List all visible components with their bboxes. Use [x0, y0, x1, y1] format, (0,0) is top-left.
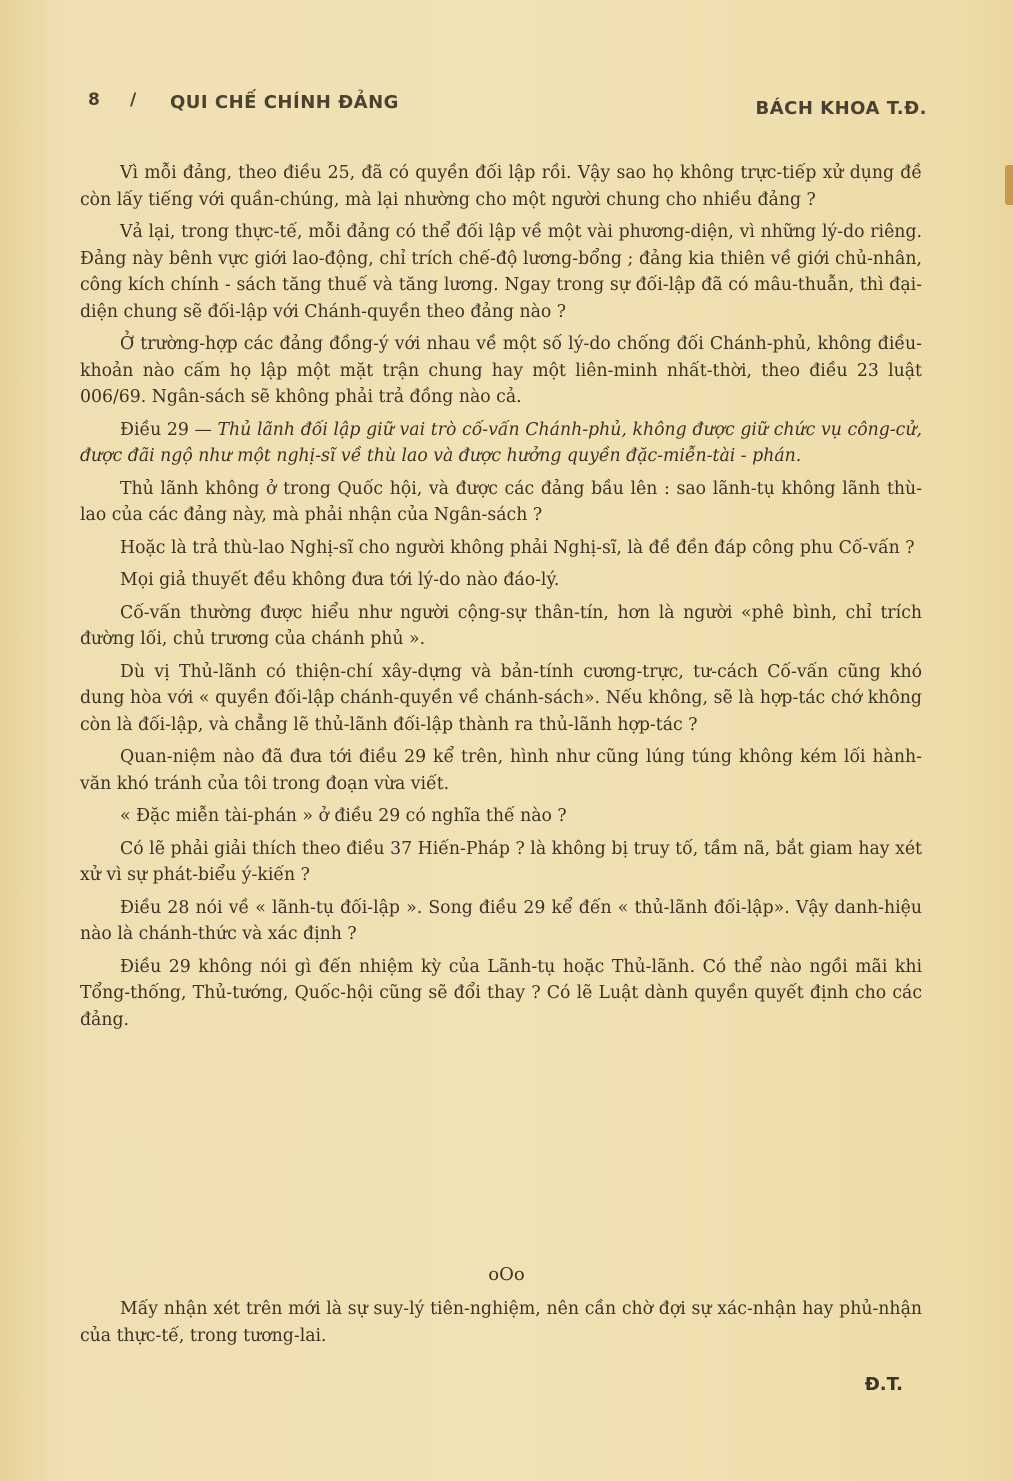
quoted-article: [80, 417, 922, 470]
paragraph: Mọi giả thuyết đều không đưa tới lý-do nào đáo-lý.: [120, 570, 560, 590]
paragraph: Dù vị Thủ-lãnh có thiện-chí xây-dựng và bản-tính cương-trực, tư-cách Cố-vấn cũng khó dung hòa với « quyền đối-lập chánh-quyền về chánh-sách». Nếu không, sẽ là hợp-tác chớ không còn là đối-lập, và chẳng lẽ thủ-lãnh đối-lập thành ra thủ-lãnh hợp-tác ?: [80, 661, 922, 735]
header-separator: /: [130, 90, 137, 110]
paragraph: Điều 29 không nói gì đến nhiệm kỳ của Lãnh-tụ hoặc Thủ-lãnh. Có thể nào ngồi mãi khi Tổng-thống, Thủ-tướng, Quốc-hội cũng sẽ đổi thay ? Có lẽ Luật dành quyền quyết định cho các đảng.: [80, 956, 922, 1030]
quoted-article-lead: Điều 29 —: [120, 419, 218, 440]
paragraph: Thủ lãnh không ở trong Quốc hội, và được các đảng bầu lên : sao lãnh-tụ không lãnh thù-lao của các đảng này, mà phải nhận của Ngân-sách ?: [80, 478, 922, 525]
page-header: [88, 88, 927, 118]
page-edge-mark: [1005, 165, 1013, 205]
paragraph: Ở trường-hợp các đảng đồng-ý với nhau về một số lý-do chống đối Chánh-phủ, không điều-khoản nào cấm họ lập một mặt trận chung hay một liên-minh nhất-thời, theo điều 23 luật 006/69. Ngân-sách sẽ không phải trả đồng nào cả.: [80, 334, 922, 407]
section-separator: oOo: [488, 1264, 525, 1285]
quoted-article-text: Thủ lãnh đối lập giữ vai trò cố-vấn Chánh-phủ, không được giữ chức vụ công-cử, được đãi ngộ như một nghị-sĩ về thù lao và được hưởng quyền đặc-miễn-tài - phán.: [80, 419, 922, 466]
article-body: [80, 160, 922, 1039]
paragraph: Có lẽ phải giải thích theo điều 37 Hiến-Pháp ? là không bị truy tố, tầm nã, bắt giam hay xét xử vì sự phát-biểu ý-kiến ?: [80, 838, 922, 885]
paragraph: Hoặc là trả thù-lao Nghị-sĩ cho người không phải Nghị-sĩ, là đề đền đáp công phu Cố-vấn ?: [120, 537, 915, 558]
paragraph: Cố-vấn thường được hiểu như người cộng-sự thân-tín, hơn là người «phê bình, chỉ trích đường lối, chủ trương của chánh phủ ».: [80, 602, 922, 649]
paragraph: « Đặc miễn tài-phán » ở điều 29 có nghĩa thế nào ?: [120, 806, 567, 826]
author-signature: Đ.T.: [864, 1374, 903, 1395]
paragraph: Vả lại, trong thực-tế, mỗi đảng có thể đối lập về một vài phương-diện, vì những lý-do riêng. Đảng này bênh vực giới lao-động, chỉ trích chế-độ lương-bổng ; đảng kia thiên về giới chủ-nhân, công kích chính - sách tăng thuế và tăng lương. Ngay trong sự đối-lập đã có mâu-thuẫn, thì đại-diện chung sẽ đối-lập với Chánh-quyền theo đảng nào ?: [80, 222, 922, 322]
page-number: 8: [88, 90, 100, 110]
paragraph: Quan-niệm nào đã đưa tới điều 29 kể trên, hình như cũng lúng túng không kém lối hành-văn khó tránh của tôi trong đoạn vừa viết.: [80, 747, 922, 794]
journal-name: BÁCH KHOA T.Đ.: [755, 98, 927, 119]
running-title: QUI CHẾ CHÍNH ĐẢNG: [170, 92, 399, 113]
closing-section: [80, 1296, 922, 1349]
paragraph: Điều 28 nói về « lãnh-tụ đối-lập ». Song điều 29 kể đến « thủ-lãnh đối-lập». Vậy danh-hiệu nào là chánh-thức và xác định ?: [80, 897, 922, 944]
paragraph: Vì mỗi đảng, theo điều 25, đã có quyền đối lập rồi. Vậy sao họ không trực-tiếp xử dụng đề còn lấy tiếng với quần-chúng, mà lại nhường cho một người chung cho nhiều đảng ?: [80, 163, 922, 210]
closing-paragraph: Mấy nhận xét trên mới là sự suy-lý tiên-nghiệm, nên cần chờ đợi sự xác-nhận hay phủ-nhận của thực-tế, trong tương-lai.: [80, 1299, 922, 1346]
